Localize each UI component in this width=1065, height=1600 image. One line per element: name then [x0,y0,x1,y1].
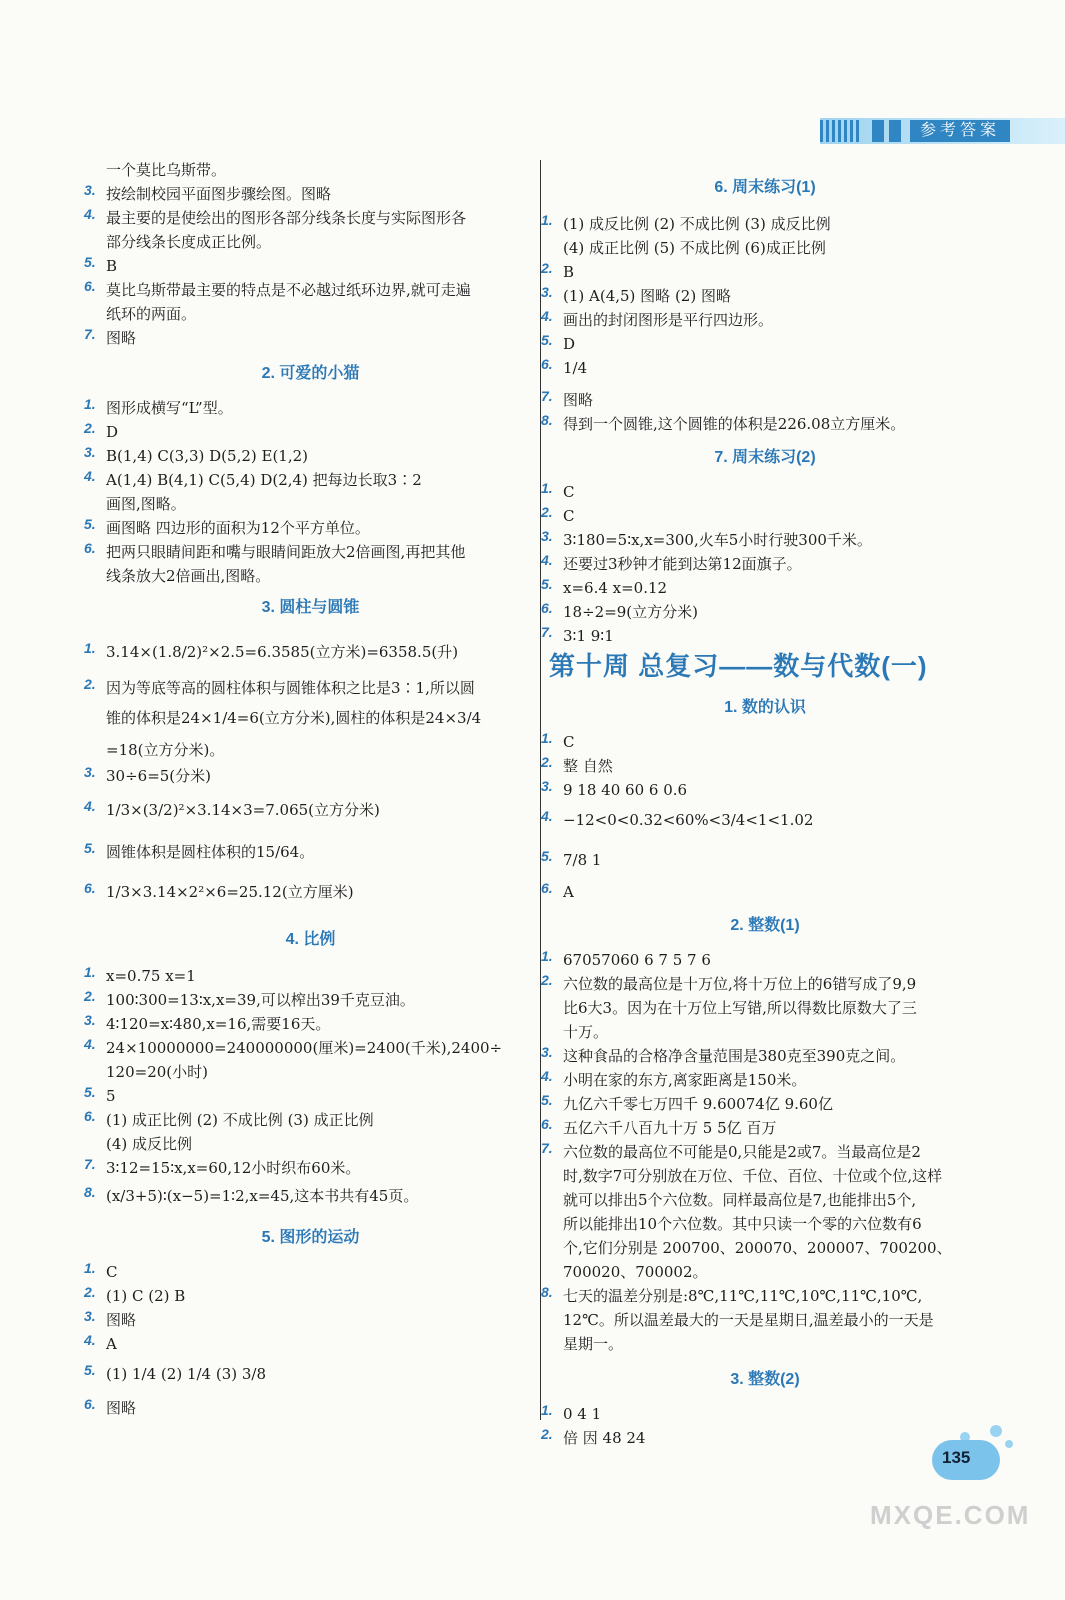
answer-text: D [106,423,119,441]
answer-text: 把两只眼睛间距和嘴与眼睛间距放大2倍画图,再把其他 [106,543,466,561]
answer-text: =18(立方分米)。 [106,741,225,759]
answer-text: 这种食品的合格净含量范围是380克至390克之间。 [563,1047,906,1065]
answer-number: 2. [541,972,553,988]
answer-number: 5. [84,1362,96,1378]
answer-number: 6. [84,540,96,556]
answer-number: 5. [541,848,553,864]
answer-number: 2. [84,988,96,1004]
answer-text: B [563,263,575,281]
section-heading: 2. 整数(1) [730,917,800,934]
answer-number: 3. [84,1012,96,1028]
answer-text: 六位数的最高位不可能是0,只能是2或7。当最高位是2 [563,1143,921,1161]
answer-text: 7/8 1 [563,851,602,869]
answer-number: 5. [84,254,96,270]
section-heading: 5. 图形的运动 [261,1229,360,1246]
answer-text: 五亿六千八百九十万 5 5亿 百万 [563,1119,777,1137]
answer-text: 1/3×(3/2)²×3.14×3=7.065(立方分米) [106,801,380,819]
answer-number: 4. [84,798,96,814]
bubble-decoration [990,1425,1002,1437]
bubble-decoration [1005,1440,1013,1448]
answer-text: 1/3×3.14×2²×6=25.12(立方厘米) [106,883,354,901]
answer-text: 最主要的是使绘出的图形各部分线条长度与实际图形各 [106,209,467,227]
answer-number: 2. [541,260,553,276]
answer-number: 1. [541,948,553,964]
header-blocks [872,120,901,142]
answer-text: 一个莫比乌斯带。 [106,161,227,179]
answer-text: 得到一个圆锥,这个圆锥的体积是226.08立方厘米。 [563,415,906,433]
answer-text: 线条放大2倍画出,图略。 [106,567,271,585]
answer-text: −12<0<0.32<60%<3/4<1<1.02 [563,811,814,829]
answer-text: 67057060 6 7 5 7 6 [563,951,711,969]
section-heading: 3. 整数(2) [730,1371,800,1388]
answer-number: 3. [541,1044,553,1060]
answer-text: 0 4 1 [563,1405,602,1423]
answer-text: (1) A(4,5) 图略 (2) 图略 [563,287,731,305]
answer-number: 7. [541,388,553,404]
answer-text: 七天的温差分别是:8℃,11℃,11℃,10℃,11℃,10℃, [563,1287,923,1305]
chapter-title: 第十周 总复习——数与代数(一) [549,651,928,681]
answer-number: 4. [84,468,96,484]
answer-text: A [563,883,574,901]
answer-text: (x/3+5)∶(x−5)=1∶2,x=45,这本书共有45页。 [106,1187,419,1205]
watermark: MXQE.COM [870,1500,1031,1530]
answer-text: A [106,1335,117,1353]
answer-text: 画图,图略。 [106,495,186,513]
answer-text: 1/4 [563,359,588,377]
answer-number: 2. [541,754,553,770]
answer-text: 个,它们分别是 200700、200070、200007、700200、 [563,1239,952,1257]
answer-text: 12℃。所以温差最大的一天是星期日,温差最小的一天是 [563,1311,934,1329]
answer-text: 部分线条长度成正比例。 [106,233,272,251]
answer-text: C [563,483,575,501]
answer-text: 画出的封闭图形是平行四边形。 [563,311,774,329]
answer-number: 1. [84,396,96,412]
answer-text: 圆锥体积是圆柱体积的15/64。 [106,843,315,861]
answer-text: 莫比乌斯带最主要的特点是不必越过纸环边界,就可走遍 [106,281,471,299]
answer-text: 3.14×(1.8/2)²×2.5=6.3585(立方米)=6358.5(升) [106,643,459,661]
answer-text: 整 自然 [563,757,613,775]
answer-text: 比6大3。因为在十万位上写错,所以得数比原数大了三 [563,999,917,1017]
answer-text: 30÷6=5(分米) [106,767,212,785]
answer-text: C [563,733,575,751]
answer-number: 7. [541,624,553,640]
section-heading: 6. 周末练习(1) [714,179,816,196]
section-heading: 2. 可爱的小猫 [261,365,360,382]
answer-number: 4. [541,1068,553,1084]
answer-number: 2. [84,676,96,692]
answer-number: 7. [541,1140,553,1156]
answer-text: 还要过3秒钟才能到达第12面旗子。 [563,555,802,573]
answer-text: 3∶1 9∶1 [563,627,614,645]
answer-number: 4. [541,808,553,824]
answer-number: 4. [541,552,553,568]
answer-text: (1) 成反比例 (2) 不成比例 (3) 成反比例 [563,215,831,233]
answer-number: 5. [541,1092,553,1108]
answer-text: 3∶12=15∶x,x=60,12小时织布60米。 [106,1159,361,1177]
answer-number: 1. [84,640,96,656]
answer-number: 3. [541,778,553,794]
answer-number: 3. [84,182,96,198]
answer-number: 1. [84,964,96,980]
answer-text: A(1,4) B(4,1) C(5,4) D(2,4) 把每边长取3∶2 [106,471,422,489]
answer-text: 星期一。 [563,1335,624,1353]
answer-text: (1) C (2) B [106,1287,186,1305]
answer-number: 5. [541,576,553,592]
answer-number: 2. [541,504,553,520]
section-heading: 3. 圆柱与圆锥 [261,599,360,616]
answer-text: 锥的体积是24×1/4=6(立方分米),圆柱的体积是24×3/4 [106,709,482,727]
answer-text: 9 18 40 60 6 0.6 [563,781,688,799]
answer-text: 小明在家的东方,离家距离是150米。 [563,1071,807,1089]
answer-number: 5. [84,516,96,532]
section-heading: 1. 数的认识 [724,699,806,716]
answer-text: 倍 因 48 24 [563,1429,646,1447]
answer-number: 4. [541,308,553,324]
answer-text: (1) 成正比例 (2) 不成比例 (3) 成正比例 [106,1111,374,1129]
answer-text: 120=20(小时) [106,1063,208,1081]
answer-text: 纸环的两面。 [106,305,197,323]
answer-text: B(1,4) C(3,3) D(5,2) E(1,2) [106,447,309,465]
answer-number: 6. [84,278,96,294]
answer-number: 5. [84,1084,96,1100]
answer-text: 图略 [106,1399,137,1417]
answer-number: 2. [84,1284,96,1300]
header-label: 参考答案 [910,120,1010,142]
answer-text: 18÷2=9(立方分米) [563,603,699,621]
answer-number: 3. [84,1308,96,1324]
answer-number: 6. [84,1108,96,1124]
answer-text: 画图略 四边形的面积为12个平方单位。 [106,519,370,537]
answer-number: 4. [84,206,96,222]
answer-number: 6. [84,1396,96,1412]
answer-number: 1. [541,730,553,746]
answer-text: C [106,1263,118,1281]
page-number: 135 [942,1448,971,1467]
answer-number: 5. [84,840,96,856]
answer-text: 图形成横写“L”型。 [106,399,233,417]
answer-number: 7. [84,326,96,342]
answer-text: B [106,257,118,275]
answer-text: x=6.4 x=0.12 [563,579,668,597]
answer-number: 8. [541,1284,553,1300]
answer-number: 3. [541,528,553,544]
answer-number: 1. [541,212,553,228]
header-stripes [820,120,868,142]
answer-text: 因为等底等高的圆柱体积与圆锥体积之比是3∶1,所以圆 [106,679,475,697]
answer-number: 3. [84,444,96,460]
answer-text: x=0.75 x=1 [106,967,196,985]
answer-text: 时,数字7可分别放在万位、千位、百位、十位或个位,这样 [563,1167,943,1185]
section-heading: 7. 周末练习(2) [714,449,816,466]
answer-number: 2. [84,420,96,436]
answer-number: 4. [84,1332,96,1348]
answer-text: 图略 [106,329,137,347]
answer-text: 4∶120=x∶480,x=16,需要16天。 [106,1015,331,1033]
answer-number: 6. [541,880,553,896]
answer-text: 5 [106,1087,116,1105]
answer-number: 8. [84,1184,96,1200]
answer-number: 5. [541,332,553,348]
answer-text: (4) 成反比例 [106,1135,193,1153]
answer-number: 7. [84,1156,96,1172]
answer-number: 6. [541,600,553,616]
answer-text: 按绘制校园平面图步骤绘图。图略 [106,185,332,203]
answer-number: 6. [84,880,96,896]
section-heading: 4. 比例 [285,931,336,948]
answer-number: 2. [541,1426,553,1442]
answer-number: 3. [84,764,96,780]
answer-number: 6. [541,1116,553,1132]
answer-number: 3. [541,284,553,300]
answer-text: 六位数的最高位是十万位,将十万位上的6错写成了9,9 [563,975,917,993]
answer-number: 6. [541,356,553,372]
answer-text: 九亿六千零七万四千 9.60074亿 9.60亿 [563,1095,833,1113]
answer-number: 1. [541,480,553,496]
answer-text: 十万。 [563,1023,609,1041]
answer-text: 100∶300=13∶x,x=39,可以榨出39千克豆油。 [106,991,415,1009]
answer-text: 图略 [563,391,594,409]
answer-text: 700020、700002。 [563,1263,708,1281]
answer-number: 4. [84,1036,96,1052]
answer-text: 图略 [106,1311,137,1329]
answer-text: (4) 成正比例 (5) 不成比例 (6)成正比例 [563,239,826,257]
answer-text: 24×10000000=240000000(厘米)=2400(千米),2400÷ [106,1039,503,1057]
answer-number: 8. [541,412,553,428]
answer-text: (1) 1/4 (2) 1/4 (3) 3/8 [106,1365,267,1383]
answer-text: C [563,507,575,525]
answer-number: 1. [541,1402,553,1418]
answer-text: 就可以排出5个六位数。同样最高位是7,也能排出5个, [563,1191,917,1209]
answer-text: 所以能排出10个六位数。其中只读一个零的六位数有6 [563,1215,922,1233]
answer-text: D [563,335,576,353]
answer-number: 1. [84,1260,96,1276]
answer-text: 3∶180=5∶x,x=300,火车5小时行驶300千米。 [563,531,872,549]
